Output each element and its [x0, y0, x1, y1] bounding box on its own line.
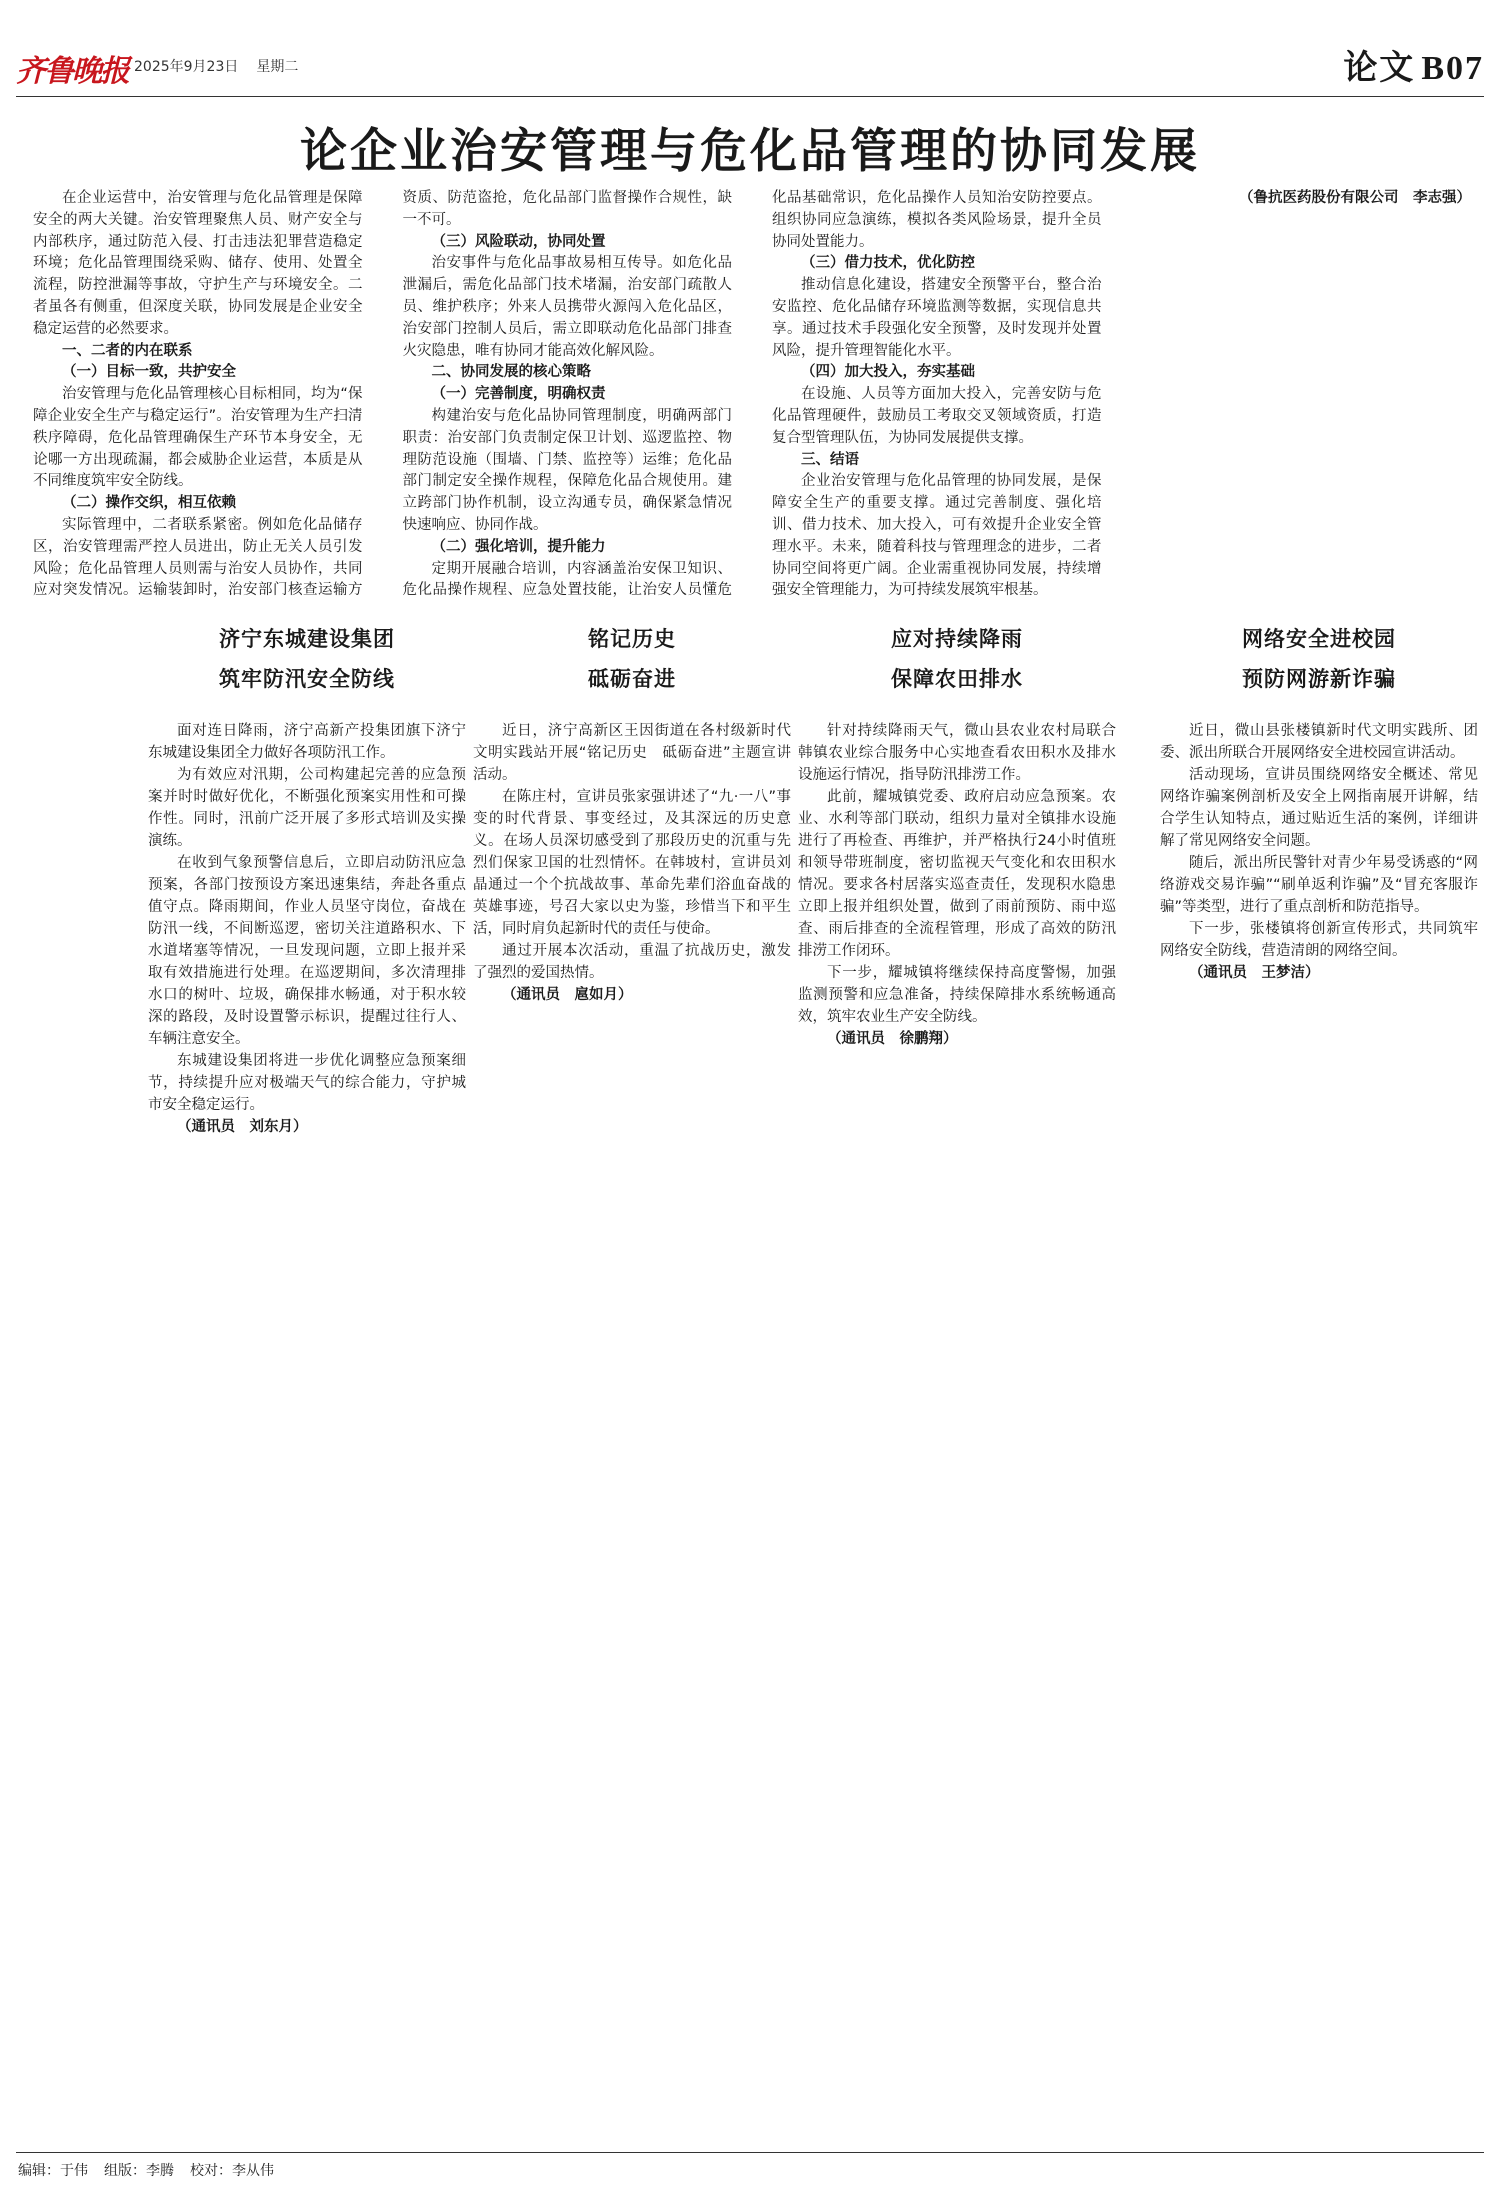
section-name: 论文	[1343, 48, 1416, 88]
essay-subheading: （一）目标一致，共护安全	[62, 364, 236, 381]
news-article-1	[148, 620, 466, 1138]
news-paragraph: 在收到气象预警信息后，立即启动防汛应急预案，各部门按预设方案迅速集结，奔赴各重点值守点。降雨期间，作业人员坚守岗位，奋战在防汛一线，不间断巡逻，密切关注道路积水、下水道堵塞等情况，一旦发现问题，立即上报并采取有效措施进行处理。在巡逻期间，多次清理排水口的树叶、垃圾，确保排水畅通，对于积水较深的路段，及时设置警示标识，提醒过往行人、车辆注意安全。	[148, 855, 466, 1047]
news-paragraph: 近日，微山县张楼镇新时代文明实践所、团委、派出所联合开展网络安全进校园宣讲活动。	[1160, 723, 1478, 761]
newspaper-logo: 齐鲁晚报	[16, 54, 128, 89]
news-title-sub: 保障农田排水	[891, 666, 1023, 691]
news-headline	[1160, 620, 1478, 698]
essay-paragraph: 在企业运营中，治安管理与危化品管理是保障安全的两大关键。治安管理聚焦人员、财产安全与内部秩序，通过防范入侵、打击违法犯罪营造稳定环境；危化品管理围绕采购、储存、使用、处置全流程，防控泄漏等事故，守护生产与环境安全。二者虽各有侧重，但深度关联，协同发展是企业安全稳定运营的必然要求。	[33, 190, 363, 337]
news-reporter: （通讯员 扈如月）	[502, 987, 633, 1003]
page-header	[16, 40, 1484, 92]
news-paragraph: 随后，派出所民警针对青少年易受诱惑的“网络游戏交易诈骗”“刷单返利诈骗”及“冒充客服诈骗”等类型，进行了重点剖析和防范指导。	[1160, 855, 1478, 915]
essay-subheading: （二）操作交织，相互依赖	[62, 495, 236, 512]
news-title-main: 应对持续降雨	[891, 626, 1023, 651]
news-title-main: 济宁东城建设集团	[219, 626, 395, 651]
news-article-2	[473, 620, 791, 1006]
essay-paragraph: 推动信息化建设，搭建安全预警平台，整合治安监控、危化品储存环境监测等数据，实现信息共享。通过技术手段强化安全预警，及时发现并处置风险，提升管理智能化水平。	[772, 277, 1102, 359]
essay-paragraph: 在设施、人员等方面加大投入，完善安防与危化品管理硬件，鼓励员工考取交叉领域资质，打造复合型管理队伍，为协同发展提供支撑。	[772, 386, 1102, 446]
news-article-4	[1160, 620, 1478, 984]
news-headline	[473, 620, 791, 698]
news-title-sub: 砥砺奋进	[588, 666, 676, 691]
news-paragraph: 下一步，耀城镇将继续保持高度警惕，加强监测预警和应急准备，持续保障排水系统畅通高效，筑牢农业生产安全防线。	[798, 965, 1116, 1025]
essay-subheading: 一、二者的内在联系	[62, 342, 193, 359]
issue-date: 2025年9月23日	[134, 59, 239, 75]
essay-paragraph: 定期开展融合培训，内容涵盖治安保卫知识、危化品操作规程、应急处置技能，让治安人员懂危化品基础常识，危化品操作人员知治安防控要点。组织协同应急演练，模拟各类风险场景，提升全员协同处置能力。	[402, 190, 1102, 599]
essay-paragraph: 实际管理中，二者联系紧密。例如危化品储存区，治安管理需严控人员进出，防止无关人员引发风险；危化品管理人员则需与治安人员协作，共同应对突发情况。运输装卸时，治安部门核查运输方资质、防范盗抢，危化品部门监督操作合规性，缺一不可。	[33, 190, 732, 599]
essay-subheading: （四）加大投入，夯实基础	[801, 364, 975, 381]
page-footer	[18, 2160, 290, 2180]
news-headline	[148, 620, 466, 698]
essay-paragraph: 治安事件与危化品事故易相互传导。如危化品泄漏后，需危化品部门技术堵漏，治安部门疏散人员、维护秩序；外来人员携带火源闯入危化品区，治安部门控制人员后，需立即联动危化品部门排查火灾隐患，唯有协同才能高效化解风险。	[402, 255, 732, 359]
news-title-main: 铭记历史	[588, 626, 676, 651]
footer-editor: 编辑：于伟	[18, 2163, 88, 2179]
news-reporter: （通讯员 刘东月）	[177, 1119, 308, 1135]
news-paragraph: 通过开展本次活动，重温了抗战历史，激发了强烈的爱国热情。	[473, 943, 791, 981]
essay-subheading: 二、协同发展的核心策略	[431, 364, 591, 381]
essay-subheading: 三、结语	[801, 451, 859, 468]
essay-subheading: （二）强化培训，提升能力	[431, 538, 606, 555]
news-headline	[798, 620, 1116, 698]
news-paragraph: 下一步，张楼镇将创新宣传形式，共同筑牢网络安全防线，营造清朗的网络空间。	[1160, 921, 1478, 959]
news-article-3	[798, 620, 1116, 1050]
essay-paragraph: 治安管理与危化品管理核心目标相同，均为“保障企业安全生产与稳定运行”。治安管理为生产扫清秩序障碍，危化品管理确保生产环节本身安全，无论哪一方出现疏漏，都会威胁企业运营，本质是从不同维度筑牢安全防线。	[33, 386, 363, 490]
news-paragraph: 在陈庄村，宣讲员张家强讲述了“九·一八”事变的时代背景、事变经过，及其深远的历史意义。在场人员深切感受到了那段历史的沉重与先烈们保家卫国的壮烈情怀。在韩坡村，宣讲员刘晶通过一个个抗战故事、革命先辈们浴血奋战的英雄事迹，号召大家以史为鉴，珍惜当下和平生活，同时肩负起新时代的责任与使命。	[473, 789, 791, 937]
footer-proof: 校对：李从伟	[190, 2163, 274, 2179]
essay-title: 论企业治安管理与危化品管理的协同发展	[300, 124, 1200, 179]
news-paragraph: 面对连日降雨，济宁高新产投集团旗下济宁东城建设集团全力做好各项防汛工作。	[148, 723, 466, 761]
page-code: B07	[1421, 50, 1484, 87]
news-reporter: （通讯员 王梦洁）	[1189, 965, 1320, 981]
essay-paragraph: 构建治安与危化品协同管理制度，明确两部门职责：治安部门负责制定保卫计划、巡逻监控、物理防范设施（围墙、门禁、监控等）运维；危化品部门制定安全操作规程，保障危化品合规使用。建立跨部门协作机制，设立沟通专员，确保紧急情况快速响应、协同作战。	[402, 407, 732, 533]
news-paragraph: 为有效应对汛期，公司构建起完善的应急预案并时时做好优化，不断强化预案实用性和可操作性。同时，汛前广泛开展了多形式培训及实操演练。	[148, 767, 466, 849]
footer-layout: 组版：李腾	[104, 2163, 174, 2179]
issue-date-line	[134, 56, 298, 76]
essay-paragraph: 企业治安管理与危化品管理的协同发展，是保障安全生产的重要支撑。通过完善制度、强化培训、借力技术、加大投入，可有效提升企业安全管理水平。未来，随着科技与管理理念的进步，二者协同空间将更广阔。企业需重视协同发展，持续增强安全管理能力，为可持续发展筑牢根基。	[772, 473, 1102, 599]
news-paragraph: 此前，耀城镇党委、政府启动应急预案。农业、水利等部门联动，组织力量对全镇排水设施进行了再检查、再维护，并严格执行24小时值班和领导带班制度，密切监视天气变化和农田积水情况。要求各村居落实巡查责任，发现积水隐患立即上报并组织处置，做到了雨前预防、雨中巡查、雨后排查的全流程管理，形成了高效的防汛排涝工作闭环。	[798, 789, 1116, 959]
news-paragraph: 活动现场，宣讲员围绕网络安全概述、常见网络诈骗案例剖析及安全上网指南展开讲解，结合学生认知特点，通过贴近生活的案例，详细讲解了常见网络安全问题。	[1160, 767, 1478, 849]
issue-weekday: 星期二	[256, 59, 299, 75]
news-paragraph: 东城建设集团将进一步优化调整应急预案细节，持续提升应对极端天气的综合能力，守护城市安全稳定运行。	[148, 1053, 466, 1113]
header-rule	[16, 96, 1484, 97]
news-reporter: （通讯员 徐鹏翔）	[827, 1031, 958, 1047]
footer-rule	[16, 2152, 1484, 2153]
essay-subheading: （三）借力技术，优化防控	[801, 255, 975, 272]
essay-subheading: （一）完善制度，明确权责	[431, 386, 606, 403]
essay-author: （鲁抗医药股份有限公司 李志强）	[1239, 190, 1471, 206]
essay-body	[33, 188, 1471, 604]
section-title	[1343, 40, 1484, 89]
essay-subheading: （三）风险联动，协同处置	[431, 233, 606, 250]
news-title-sub: 预防网游新诈骗	[1242, 666, 1396, 691]
news-paragraph: 近日，济宁高新区王因街道在各村级新时代文明实践站开展“铭记历史 砥砺奋进”主题宣讲活动。	[473, 723, 791, 783]
news-paragraph: 针对持续降雨天气，微山县农业农村局联合韩镇农业综合服务中心实地查看农田积水及排水设施运行情况，指导防汛排涝工作。	[798, 723, 1116, 783]
news-title-sub: 筑牢防汛安全防线	[219, 666, 395, 691]
news-title-main: 网络安全进校园	[1242, 626, 1396, 651]
